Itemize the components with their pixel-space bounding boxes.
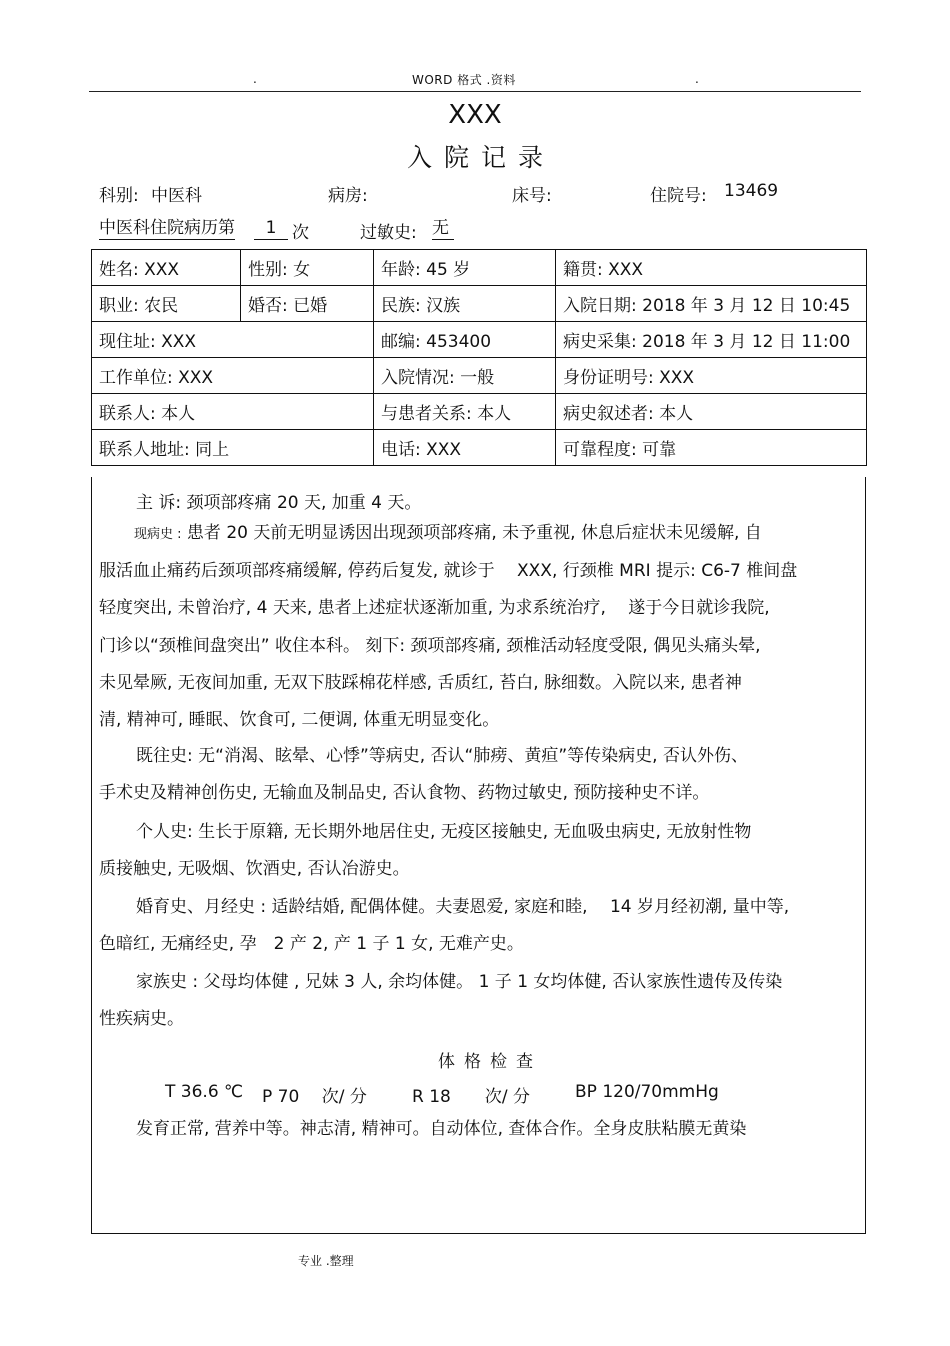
chief-complaint: 主 诉: 颈项部疼痛 20 天, 加重 4 天。 — [136, 493, 422, 513]
age-cell: 年龄: 45 岁 — [374, 250, 556, 286]
postcode-cell: 邮编: 453400 — [374, 322, 556, 358]
reliability-cell: 可靠程度: 可靠 — [556, 430, 867, 466]
admission-status-cell: 入院情况: 一般 — [374, 358, 556, 394]
table-row — [92, 322, 867, 358]
allergy-value-text: 无 — [432, 219, 454, 240]
personal-history-line: 个人史: 生长于原籍, 无长期外地居住史, 无疫区接触史, 无血吸虫病史, 无放射性物 — [136, 822, 752, 842]
table-row — [92, 430, 867, 466]
family-history — [99, 964, 861, 1038]
past-history-line: 手术史及精神创伤史, 无输血及制品史, 否认食物、药物过敏史, 预防接种史不详。 — [99, 783, 710, 804]
present-illness-line: 清, 精神可, 睡眠、饮食可, 二便调, 体重无明显变化。 — [99, 710, 500, 731]
blood-pressure: BP 120/70mmHg — [575, 1082, 719, 1102]
allergy-value — [432, 218, 454, 240]
record-count-prefix — [99, 218, 235, 240]
admission-no-label: 住院号: — [650, 186, 707, 206]
physical-exam-summary: 发育正常, 营养中等。神志清, 精神可。自动体位, 查体合作。全身皮肤粘膜无黄染 — [136, 1119, 747, 1139]
record-count-number: 1 — [254, 219, 288, 240]
marital-cell: 婚否: 已婚 — [241, 286, 374, 322]
header-left-dot: . — [253, 72, 257, 86]
table-row — [92, 358, 867, 394]
present-illness-line: 未见晕厥, 无夜间加重, 无双下肢踩棉花样感, 舌质红, 苔白, 脉细数。入院以来, 患者神 — [99, 672, 742, 693]
footer-text: 专业 .整理 — [298, 1254, 354, 1268]
gender-cell: 性别: 女 — [241, 250, 374, 286]
present-illness-line: 轻度突出, 未曾治疗, 4 天来, 患者上述症状逐渐加重, 为求系统治疗, 遂于今日就诊我院, — [99, 598, 770, 619]
present-illness-label: 现病史 : — [134, 527, 182, 542]
record-count-unit: 次 — [292, 223, 309, 243]
phone-cell: 电话: XXX — [374, 430, 556, 466]
header-title: WORD 格式 .资料 — [412, 73, 516, 87]
family-history-line: 家族史 : 父母均体健 , 兄妹 3 人, 余均体健。 1 子 1 女均体健, 否认家族性遗传及传染 — [136, 972, 783, 992]
ethnicity-cell: 民族: 汉族 — [374, 286, 556, 322]
table-row — [92, 250, 867, 286]
id-number-cell: 身份证明号: XXX — [556, 358, 867, 394]
pulse: P 70 次/ 分 — [262, 1087, 367, 1107]
patient-info-table — [91, 249, 867, 466]
table-row — [92, 394, 867, 430]
present-illness — [99, 515, 861, 739]
contact-cell: 联系人: 本人 — [92, 394, 374, 430]
temperature: T 36.6 ℃ — [165, 1082, 244, 1102]
occupation-cell: 职业: 农民 — [92, 286, 241, 322]
ward-label: 病房: — [328, 186, 368, 206]
record-title: 入院记录 — [406, 143, 555, 172]
respiration: R 18 次/ 分 — [412, 1087, 530, 1107]
narrator-cell: 病史叙述者: 本人 — [556, 394, 867, 430]
present-illness-text: 患者 20 天前无明显诱因出现颈项部疼痛, 未予重视, 休息后症状未见缓解, 自 — [186, 523, 762, 543]
hospital-name: XXX — [448, 100, 502, 130]
native-place-cell: 籍贯: XXX — [556, 250, 867, 286]
present-illness-line-1 — [99, 515, 861, 553]
header-right-dot: . — [695, 72, 699, 86]
past-history — [99, 738, 861, 812]
history-collected-cell: 病史采集: 2018 年 3 月 12 日 11:00 — [556, 322, 867, 358]
record-count-value — [254, 218, 288, 240]
allergy-label: 过敏史: — [360, 223, 417, 243]
table-row — [92, 286, 867, 322]
present-illness-line: 门诊以“颈椎间盘突出” 收住本科。 刻下: 颈项部疼痛, 颈椎活动轻度受限, 偶见头痛头晕, — [99, 635, 761, 656]
personal-history-line: 质接触史, 无吸烟、饮酒史, 否认冶游史。 — [99, 859, 410, 880]
admission-no-value: 13469 — [724, 181, 779, 201]
marriage-history-line: 婚育史、月经史 : 适龄结婚, 配偶体健。夫妻恩爱, 家庭和睦, 14 岁月经初潮, 量中等, — [136, 897, 790, 917]
physical-exam-title: 体格检查 — [438, 1052, 542, 1072]
past-history-line: 既往史: 无“消渴、眩晕、心悸”等病史, 否认“肺痨、黄疸”等传染病史, 否认外伤、 — [136, 746, 748, 766]
address-cell: 现住址: XXX — [92, 322, 374, 358]
record-count-prefix-text: 中医科住院病历第 — [99, 218, 235, 238]
dept-label: 科别: — [99, 186, 139, 206]
marriage-history-line: 色暗红, 无痛经史, 孕 2 产 2, 产 1 子 1 女, 无难产史。 — [99, 934, 524, 955]
present-illness-line: 服活血止痛药后颈项部疼痛缓解, 停药后复发, 就诊于 XXX, 行颈椎 MRI 提示: C6-7 椎间盘 — [99, 561, 798, 582]
name-cell: 姓名: XXX — [92, 250, 241, 286]
marriage-history — [99, 889, 861, 963]
contact-address-cell: 联系人地址: 同上 — [92, 430, 374, 466]
admission-date-cell: 入院日期: 2018 年 3 月 12 日 10:45 — [556, 286, 867, 322]
family-history-line: 性疾病史。 — [99, 1009, 184, 1030]
relation-cell: 与患者关系: 本人 — [374, 394, 556, 430]
dept-value: 中医科 — [151, 186, 202, 206]
bed-label: 床号: — [512, 186, 552, 206]
workplace-cell: 工作单位: XXX — [92, 358, 374, 394]
personal-history — [99, 814, 861, 888]
header-rule — [89, 91, 861, 92]
